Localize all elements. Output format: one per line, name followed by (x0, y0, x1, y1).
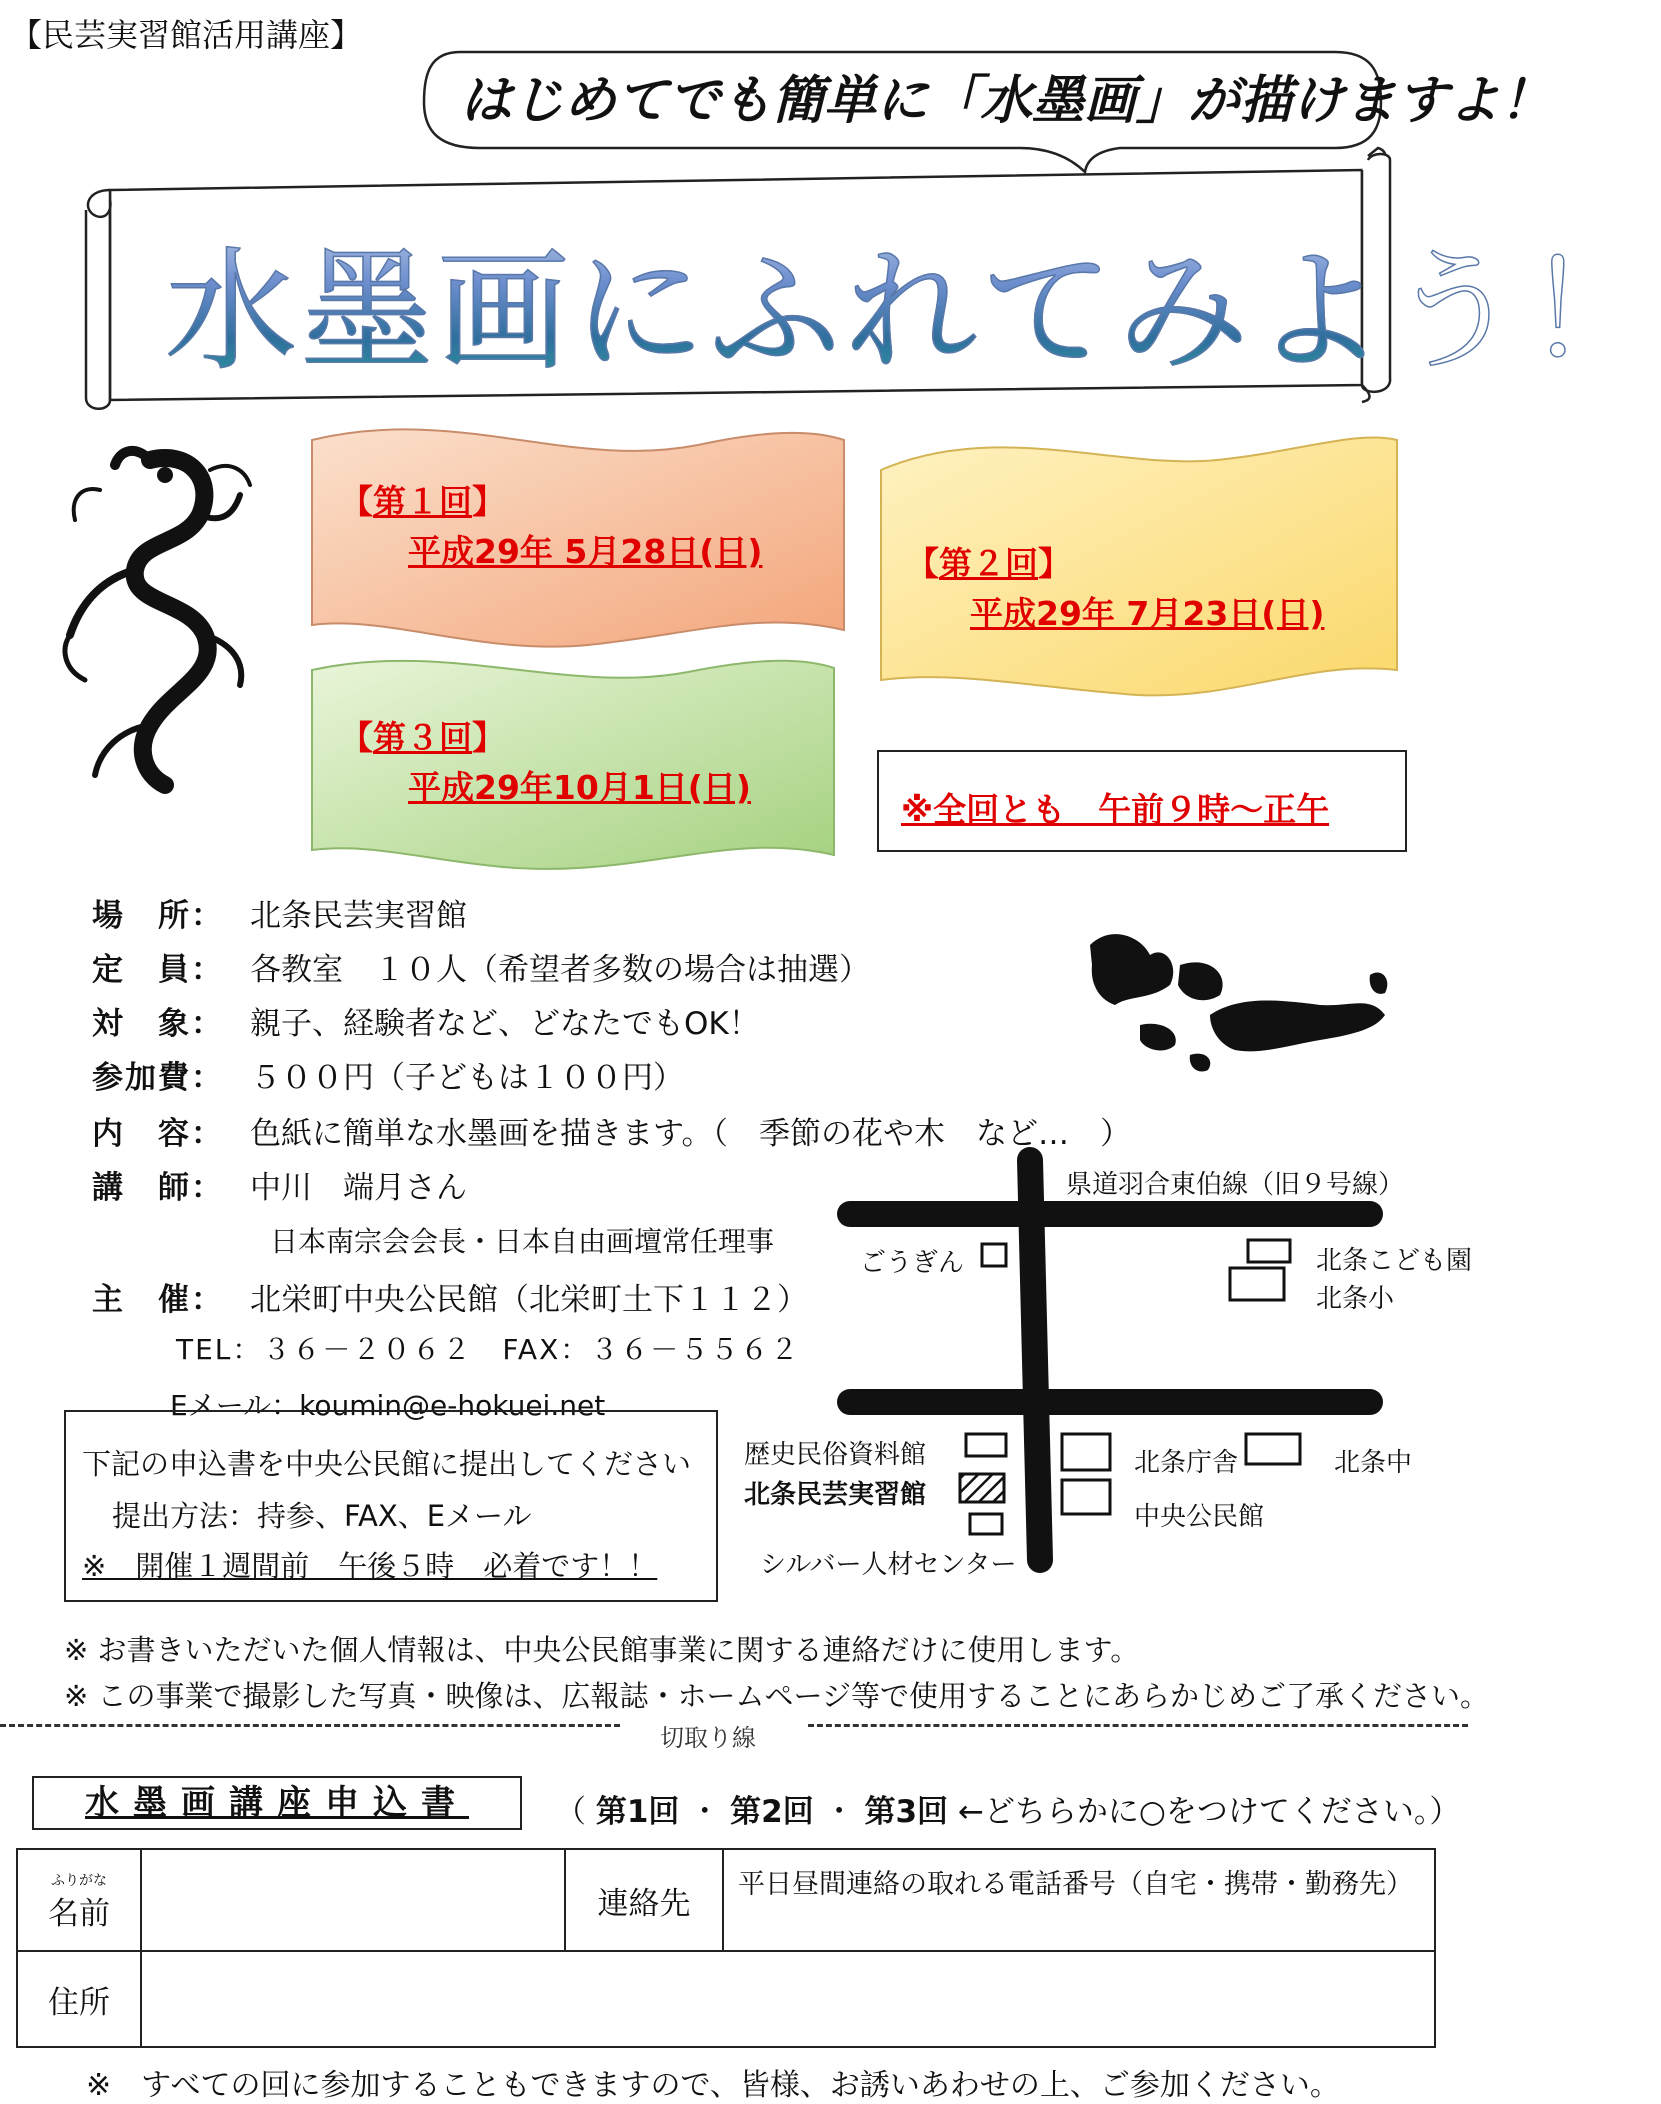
map-road-label: 県道羽合東伯線（旧９号線） (1066, 1170, 1405, 1200)
application-form (16, 1848, 1436, 2048)
photo-note: ※ この事業で撮影した写真・映像は、広報誌・ホームページ等で使用することにあらかじめご了承ください。 (64, 1679, 1489, 1713)
info-value-fee: ５００円（子どもは１００円） (250, 1060, 684, 1096)
bottom-note: ※ すべての回に参加することもできますので、皆様、お誘いあわせの上、ご参加ください。 (86, 2068, 1340, 2103)
cut-line-left (0, 1724, 620, 1727)
info-label-place: 場 所： (92, 898, 224, 934)
info-value-content: 色紙に簡単な水墨画を描きます。（ 季節の花や木 など… ） (250, 1116, 1132, 1152)
contact-tel-fax: TEL：３６－２０６２ FAX：３６－５５６２ (176, 1333, 801, 1366)
info-label-capacity: 定 員： (92, 952, 224, 988)
name-input[interactable] (141, 1849, 565, 1951)
map-kodomoen: 北条こども園 (1316, 1246, 1473, 1276)
map-silver: シルバー人材センター (760, 1550, 1017, 1580)
map-rekishi: 歴史民俗資料館 (744, 1440, 927, 1470)
instructor-title: 日本南宗会会長・日本自由画壇常任理事 (270, 1225, 775, 1258)
time-note: ※全回とも 午前９時～正午 (901, 790, 1330, 829)
info-value-target: 親子、経験者など、どなたでもOK！ (250, 1006, 760, 1042)
apply-box (64, 1410, 718, 1602)
main-title: 水墨画にふれてみよう！ (165, 205, 1395, 395)
apply-line-3: ※ 開催１週間前 午後５時 必着です！！ (82, 1549, 658, 1583)
session2-date: 平成29年 7月23日(日) (970, 594, 1325, 633)
dragon-illustration (40, 430, 260, 800)
phone-input[interactable] (723, 1849, 1435, 1951)
info-label-fee: 参加費： (92, 1060, 224, 1096)
choice-opt3[interactable]: 第3回 (864, 1794, 949, 1830)
info-value-instructor: 中川 端月さん (250, 1170, 467, 1206)
furigana-label: ふりがな (51, 1873, 107, 1889)
address-input[interactable] (141, 1951, 1435, 2047)
map-kita-sho: 北条小 (1316, 1284, 1395, 1314)
info-label-instructor: 講 師： (92, 1170, 224, 1206)
address-label: 住所 (17, 1951, 141, 2047)
cut-line-right (808, 1724, 1468, 1727)
choice-opt1[interactable]: 第1回 (595, 1794, 680, 1830)
time-box (877, 750, 1407, 852)
privacy-note: ※ お書きいただいた個人情報は、中央公民館事業に関する連絡だけに使用します。 (64, 1633, 1140, 1667)
apply-line-1: 下記の申込書を中央公民館に提出してください (82, 1447, 692, 1481)
info-label-target: 対 象： (92, 1006, 224, 1042)
apply-line-2: 提出方法：持参、FAX、Eメール (112, 1499, 532, 1533)
name-label-cell (17, 1849, 141, 1951)
info-value-capacity: 各教室 １０人（希望者多数の場合は抽選） (250, 952, 870, 988)
bubble-text: はじめてでも簡単に「水墨画」が描けますよ！ (460, 71, 1553, 131)
map-gougin: ごうぎん (860, 1248, 965, 1278)
session3-label: 【第３回】 (340, 718, 505, 757)
info-value-place: 北条民芸実習館 (250, 898, 467, 934)
info-label-host: 主 催： (92, 1282, 224, 1318)
map-mingei: 北条民芸実習館 (744, 1480, 927, 1510)
info-value-host: 北栄町中央公民館（北栄町土下１１２） (250, 1282, 808, 1318)
session1-date: 平成29年 5月28日(日) (408, 532, 763, 571)
session2-label: 【第２回】 (906, 544, 1071, 583)
contact-email[interactable]: Eメール：koumin@e-hokuei.net (170, 1389, 606, 1422)
phone-hint: 平日昼間連絡の取れる電話番号（自宅・携帯・勤務先） (738, 1869, 1413, 1900)
session3-date: 平成29年10月1日(日) (408, 768, 751, 807)
session1-label: 【第１回】 (340, 482, 505, 521)
contact-label: 連絡先 (565, 1849, 723, 1951)
name-label: 名前 (48, 1896, 110, 1932)
map-chosha: 北条庁舎 (1134, 1448, 1239, 1478)
map-kita-chu: 北条中 (1334, 1448, 1413, 1478)
series-label: 【民芸実習館活用講座】 (10, 16, 363, 54)
map-silhouette (1070, 905, 1400, 1085)
cut-label: 切取り線 (660, 1724, 756, 1752)
choice-opt2[interactable]: 第2回 (730, 1794, 814, 1830)
map-chuo: 中央公民館 (1134, 1502, 1265, 1532)
road-map (830, 1140, 1390, 1580)
session-choice: （ 第1回 ・ 第2回 ・ 第3回 ←どちらかに○をつけてください。） (555, 1794, 1461, 1830)
info-label-content: 内 容： (92, 1116, 224, 1152)
form-title: 水墨画講座申込書 (32, 1776, 522, 1830)
